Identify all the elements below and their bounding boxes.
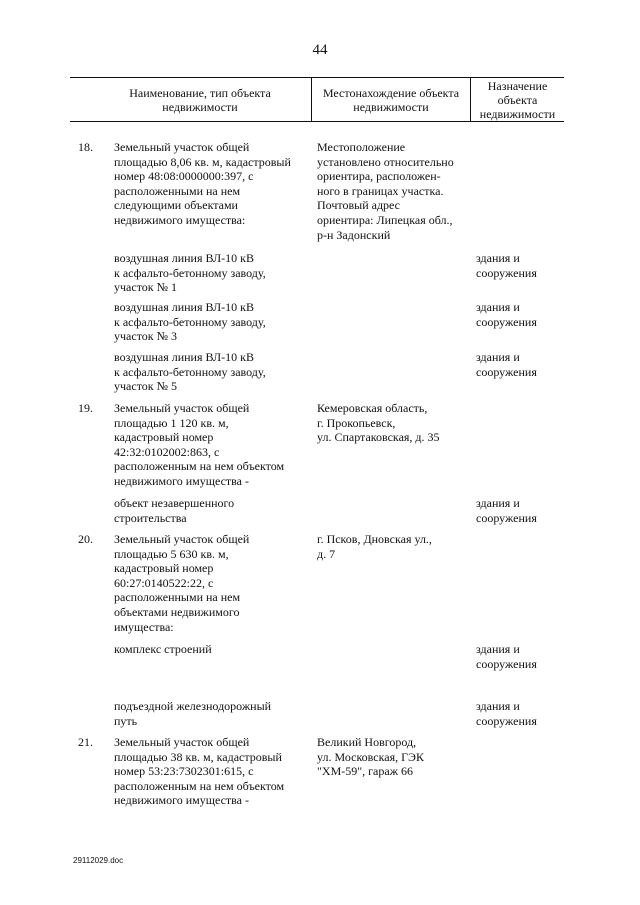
row-20-number: 20. xyxy=(78,532,93,546)
row-19-subitem-1-name: объект незавершенного строительства xyxy=(114,496,235,525)
row-19-subitem-1-purpose: здания и сооружения xyxy=(476,496,537,525)
row-20-subitem-2-name: подъездной железнодорожный путь xyxy=(114,699,272,728)
header-name-column: Наименование, тип объекта недвижимости xyxy=(129,86,271,114)
row-20-subitem-1-purpose: здания и сооружения xyxy=(476,642,537,671)
row-21-location: Великий Новгород, ул. Московская, ГЭК "ХМ-59", гараж 66 xyxy=(317,735,424,779)
row-18-subitem-2-name: воздушная линия ВЛ-10 кВ к асфальто-бетонному заводу, участок № 3 xyxy=(114,300,266,344)
row-21-name: Земельный участок общей площадью 38 кв. м, кадастровый номер 53:23:7302301:615, с расположенным на нем объектом недвижимого имущества - xyxy=(114,735,285,808)
row-18-location: Местоположение установлено относительно ориентира, расположен- ного в границах участка. Почтовый адрес ориентира: Липецкая обл., р-н Задонский xyxy=(317,140,454,242)
row-18-subitem-2-purpose: здания и сооружения xyxy=(476,300,537,329)
footer-file-code: 29112029.doc xyxy=(73,856,124,865)
header-purpose-column: Назначение объекта недвижимости xyxy=(479,79,556,121)
row-20-subitem-2-purpose: здания и сооружения xyxy=(476,699,537,728)
row-19-location: Кемеровская область, г. Прокопьевск, ул. Спартаковская, д. 35 xyxy=(317,401,440,445)
row-20-name: Земельный участок общей площадью 5 630 кв. м, кадастровый номер 60:27:0140522:22, с расположенными на нем объектами недвижимого имущества: xyxy=(114,532,250,634)
row-18-name: Земельный участок общей площадью 8,06 кв. м, кадастровый номер 48:08:0000000:397, с расположенными на нем следующими объектами недвижимого имущества: xyxy=(114,140,291,227)
row-19-name: Земельный участок общей площадью 1 120 кв. м, кадастровый номер 42:32:0102002:863, с расположенным на нем объектом недвижимого имущества - xyxy=(114,401,285,488)
row-19-number: 19. xyxy=(78,401,93,415)
row-20-location: г. Псков, Дновская ул., д. 7 xyxy=(317,532,432,561)
row-18-subitem-1-purpose: здания и сооружения xyxy=(476,251,537,280)
row-21-number: 21. xyxy=(78,735,93,749)
row-18-subitem-1-name: воздушная линия ВЛ-10 кВ к асфальто-бетонному заводу, участок № 1 xyxy=(114,251,266,295)
page-number: 44 xyxy=(312,42,328,58)
table-top-rule xyxy=(70,77,564,78)
row-18-number: 18. xyxy=(78,140,93,154)
header-location-column: Местонахождение объекта недвижимости xyxy=(322,86,460,114)
row-20-subitem-1-name: комплекс строений xyxy=(114,642,212,656)
row-18-subitem-3-name: воздушная линия ВЛ-10 кВ к асфальто-бетонному заводу, участок № 5 xyxy=(114,350,266,394)
header-bottom-rule xyxy=(70,121,564,122)
row-18-subitem-3-purpose: здания и сооружения xyxy=(476,350,537,379)
